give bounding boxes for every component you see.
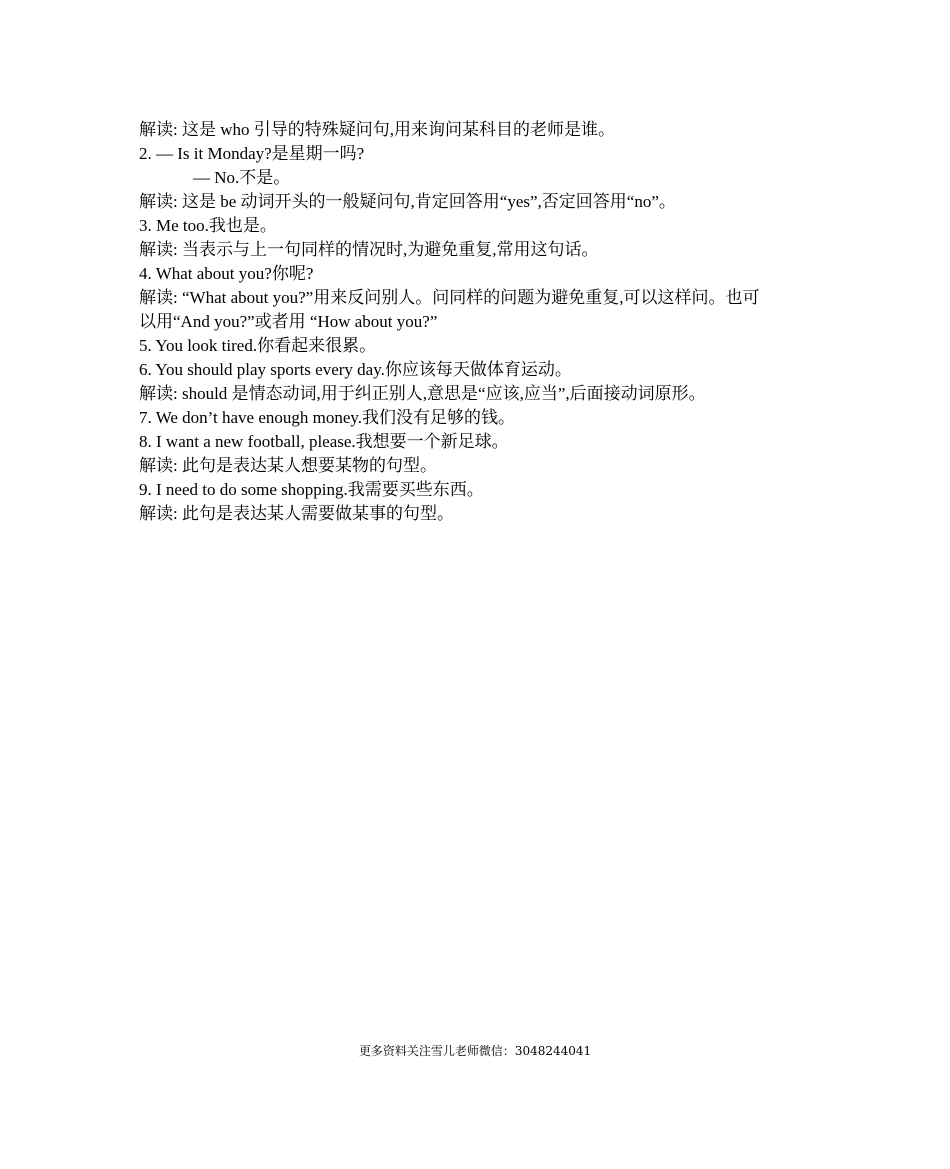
sentence-line: 6. You should play sports every day.你应该每天做体育运动。 (139, 360, 572, 379)
sentence-line: 7. We don’t have enough money.我们没有足够的钱。 (139, 408, 516, 427)
sentence-line: 4. What about you?你呢? (139, 264, 314, 283)
explanation-line-continued: 以用“And you?”或者用 “How about you?” (139, 312, 438, 331)
explanation-line: 解读: 当表示与上一句同样的情况时,为避免重复,常用这句话。 (139, 240, 599, 259)
text-line: 解读: 这是 who 引导的特殊疑问句,用来询问某科目的老师是谁。 (139, 120, 615, 139)
answer-line: — No.不是。 (193, 168, 291, 187)
explanation-line: 解读: 这是 be 动词开头的一般疑问句,肯定回答用“yes”,否定回答用“no”。 (139, 192, 676, 211)
page-footer: 更多资料关注雪儿老师微信：3048244041 (358, 1044, 592, 1058)
sentence-line: 5. You look tired.你看起来很累。 (139, 336, 377, 355)
sentence-line: 3. Me too.我也是。 (139, 216, 277, 235)
document-body (139, 118, 819, 526)
explanation-line: 解读: 此句是表达某人需要做某事的句型。 (139, 504, 454, 523)
sentence-line: 9. I need to do some shopping.我需要买些东西。 (139, 480, 484, 499)
sentence-line: 8. I want a new football, please.我想要一个新足球。 (139, 432, 509, 451)
explanation-line: 解读: 此句是表达某人想要某物的句型。 (139, 456, 437, 475)
explanation-line: 解读: “What about you?”用来反问别人。问同样的问题为避免重复,可以这样问。也可 (139, 288, 760, 307)
question-line: 2. — Is it Monday?是星期一吗? (139, 144, 365, 163)
explanation-line: 解读: should 是情态动词,用于纠正别人,意思是“应该,应当”,后面接动词原形。 (139, 384, 706, 403)
